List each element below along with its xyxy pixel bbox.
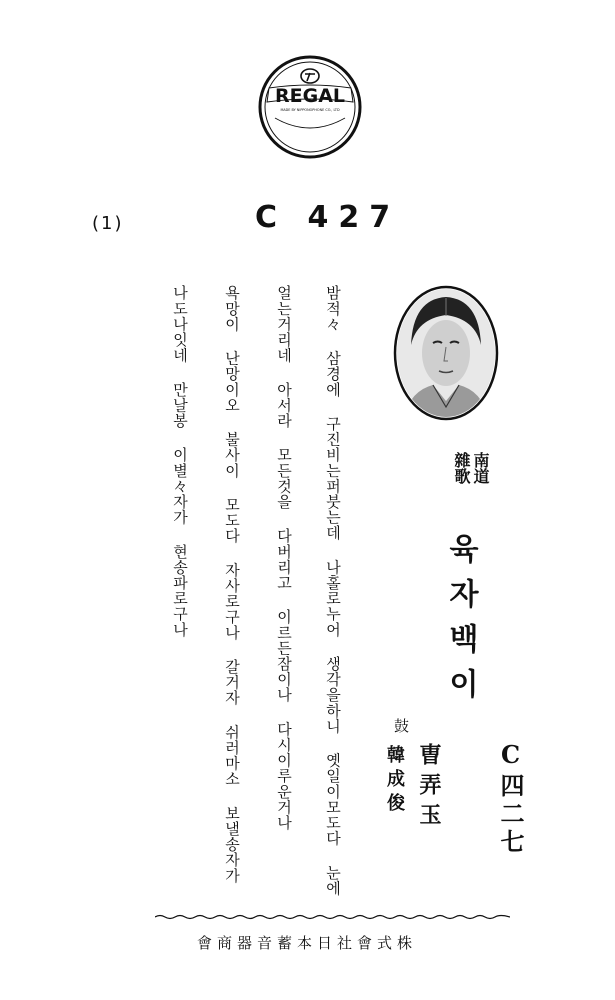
logo-brand-text: REGAL [274, 85, 346, 107]
lyric-line: 얼는거리네 아서라 모든것을 다버리고 이르든잠이나 다시이루운거나 [275, 285, 293, 831]
lyric-line: 나도나잇네 만날봉 이별々자가 현송파로구나 [171, 285, 189, 638]
lyric-line: 밤적々 삼경에 구진비는퍼붓는데 나홀로누어 생각을하니 옛일이모도다 눈에 [324, 285, 342, 896]
publisher-label: 株式會社日本蓄音器商會 [196, 934, 417, 952]
drummer-name: 韓成俊 [384, 745, 405, 817]
regal-logo [255, 52, 365, 162]
footer-divider [155, 913, 510, 921]
lyric-line: 욕망이 난망이오 불사이 모도다 자사로구나 갈거자 쉬러마소 보낼송자가 [223, 285, 241, 884]
catalog-number: C 427 [255, 200, 401, 235]
singer-name: 曺弄玉 [416, 743, 442, 833]
side-number: (1) [92, 213, 124, 234]
logo-fine-print: MADE BY NIPPONOPHONE CO., LTD [280, 108, 340, 112]
logo-emblem-icon [301, 69, 319, 83]
genre-label: 南道 雜歌 [452, 452, 490, 484]
drum-label: 鼓 [392, 718, 410, 733]
song-title: 육자백이 [443, 533, 478, 713]
singer-portrait [393, 285, 499, 421]
catalog-number-cjk: C四二七 [496, 740, 525, 857]
